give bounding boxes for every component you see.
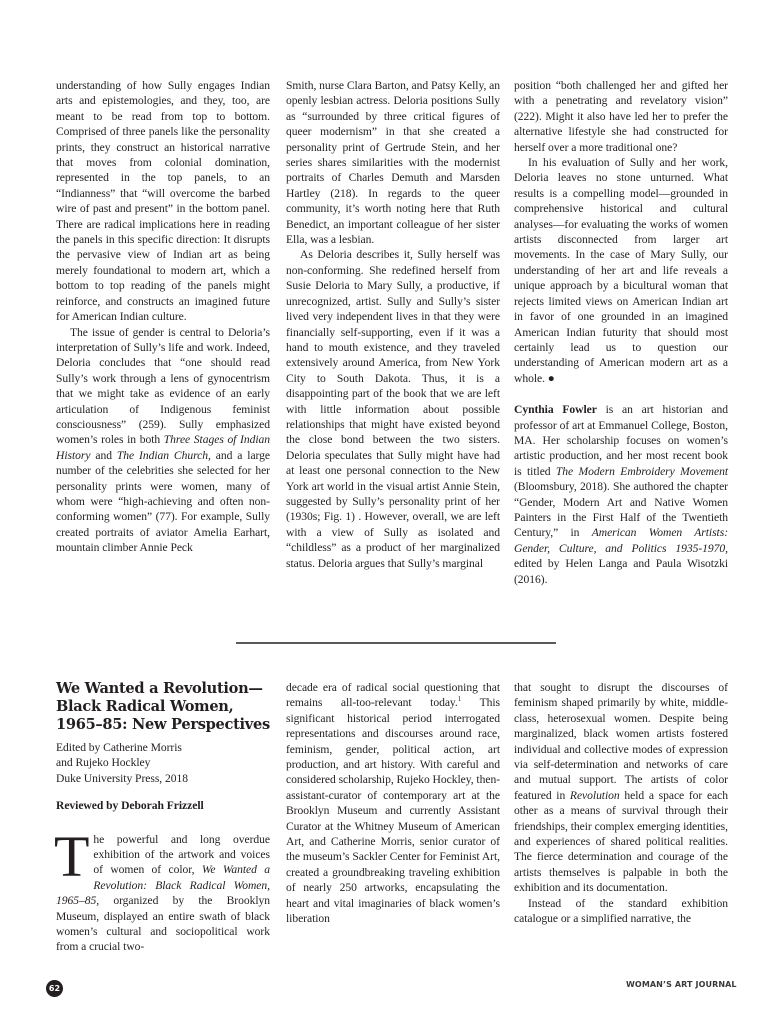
journal-title: WOMAN’S ART JOURNAL — [626, 980, 737, 989]
top-column-3 — [514, 78, 728, 587]
top-column-1 — [56, 78, 270, 556]
footnote-marker[interactable]: 1 — [457, 695, 462, 704]
paragraph: As Deloria describes it, Sully herself was non-conforming. She redefined herself from Susie Deloria to Mary Sully, a productive, if unrecognized, artist. Sully and Sully’s sister lived very independent lives in that they were financially self-supporting, even if it was a hand to mouth existence, and they traveled extensively around America, from New York City to South Dakota. Thus, it is a disappointing part of the book that we are left with little information about possible relationships that might have existed beyond the close bond between the two sisters. Deloria speculates that Sully might have had at least one personal connection to the New York art world in the visual artist Annie Stein, suggested by Sully’s personality print of her (1930s; Fig. 1) . However, overall, we are left with a view of Sully as isolated and “childless” as a product of her marginalized status. Deloria argues that Sully’s marginal — [286, 248, 500, 570]
editors-line: and Rujeko Hockley — [56, 756, 151, 770]
section-divider — [236, 642, 556, 644]
top-column-2 — [286, 78, 500, 571]
paragraph: The issue of gender is central to Deloria’s interpretation of Sully’s life and work. Indeed, Deloria concludes that “one should read Sully’s work through a lens of gynocentrism that we might take as evidence of an early articulation of Indigenous feminist consciousness” (259). Sully emphasized women’s roles in both Three Stages of Indian History and The Indian Church, and a large number of the celebrities she selected for her personality prints were women, many of whom were “high-achieving and often non-conforming women” (77). For example, Sully created portraits of aviator Amelia Earhart, mountain climber Annie Peck — [56, 325, 270, 555]
review-column-3 — [514, 680, 728, 927]
book-title: The Indian Church, — [116, 448, 211, 462]
exhibition-title: We Wanted a Revolution: Black Radical Women, 1965–85, — [56, 863, 270, 908]
paragraph: Instead of the standard exhibition catalogue or a simplified narrative, the — [514, 896, 728, 926]
exhibition-title: Revolution — [569, 788, 620, 802]
book-title: American Women Artists: Gender, Culture, and Politics 1935-1970, — [514, 526, 729, 555]
author-bio: Cynthia Fowler is an art historian and professor of art at Emmanuel College, Boston, MA. Her scholarship focuses on women’s artistic production, and her most recent book is titled The Modern Embroidery Movement (Bloomsbury, 2018). She authored the chapter “Gender, Modern Art and Native Women Painters in the First Half of the Twentieth Century,” in American Women Artists: Gender, Culture, and Politics 1935-1970, edited by Helen Langa and Paula Wisotzki (2016). — [514, 403, 729, 586]
page-number: 62 — [46, 980, 63, 997]
review-title: We Wanted a Revolution— Black Radical Women, 1965–85: New Perspectives — [56, 680, 270, 733]
paragraph: understanding of how Sully engages Indian arts and epistemologies, and they, too, are meant to be read from top to bottom. Comprised of three panels like the personality prints, they construct an historical narrative that moves from colonial domination, represented in the top panels, to an “Indianness” that “will overcome the barbed wire of past and present” in the bottom panel. There are radical implications here in reading the panels in this specific direction: It disrupts the pervasive view of Indian art as being merely foundational to modern art, which a bottom to top reading of the panels might reinforce, and constructs an imagined future for American Indian culture. — [56, 79, 270, 324]
author-name: Cynthia Fowler — [514, 403, 597, 417]
book-title: Three Stages of Indian History — [56, 433, 270, 462]
paragraph: In his evaluation of Sully and her work, Deloria leaves no stone unturned. What results is a compelling model—grounded in comprehensive historical and cultural analyses—for evaluating the works of women artists disconnected from larger art movements. In the case of Mary Sully, our understanding of her art and life reveals a unique approach by a bicultural woman that rejects limited views on American Indian art in favor of one grounded in an imagined American Indian futurity that should most certainly lead us to question our understanding of American modern art as a whole. ● — [514, 156, 728, 385]
paragraph: decade era of radical social questioning that remains all-too-relevant today.$^1$ This significant historical period interrogated representations and discourses around race, feminism, gender, political action, art production, and art history. With careful and considered scholarship, Rujeko Hockley, then-assistant-curator of contemporary art at the Brooklyn Museum and currently Assistant Curator at the Whitney Museum of American Art, and Catherine Morris, senior curator of the museum’s Sackler Center for Feminist Art, created a groundbreaking traveling exhibition of nearly 250 artworks, encapsulating the heart and vital imaginaries of black women’s liberation — [286, 681, 501, 926]
paragraph: The powerful and long overdue exhibition of the artwork and voices of women of color, We Wanted a Revolution: Black Radical Women, 1965–85, organized by the Brooklyn Museum, displayed an entire swath of black women’s cultural and sociopolitical work from a crucial two- — [54, 823, 270, 954]
reviewer-byline: Reviewed by Deborah Frizzell — [56, 799, 204, 813]
publisher-line: Duke University Press, 2018 — [56, 771, 188, 785]
drop-cap: T — [54, 823, 90, 889]
review-column-1 — [56, 680, 270, 955]
editors-line: Edited by Catherine Morris — [56, 741, 182, 754]
review-column-2 — [286, 680, 500, 927]
review-meta — [56, 740, 270, 786]
paragraph: position “both challenged her and gifted her with a penetrating and revelatory vision” (222). Might it also have led her to prefer the alternative lifestyle she had constructed for herself over a more traditional one? — [514, 79, 728, 154]
paragraph: that sought to disrupt the discourses of feminism shaped primarily by white, middle-class, heterosexual women. Despite being marginalized, black women artists fostered individual and collective modes of expression via self-determination and networks of care and mutual support. The artists of color featured in Revolution held a space for each other as a means of survival through their friendships, their complex emerging identities, and experiences of shared political realities. The fierce determination and courage of the artists themselves is palpable in both the exhibition and its documentation. — [514, 681, 728, 895]
book-title: The Modern Embroidery Movement — [555, 464, 728, 478]
paragraph: Smith, nurse Clara Barton, and Patsy Kelly, an openly lesbian actress. Deloria positions Sully as “surrounded by three critical figures of queer modernism” in that she created a personality print of Gertrude Stein, and her series shares similarities with the modernist portraits of Charles Demuth and Marsden Hartley (218). In regards to the queer community, it’s worth noting here that Ruth Benedict, an important colleague of her sister Ella, was a lesbian. — [286, 79, 500, 247]
